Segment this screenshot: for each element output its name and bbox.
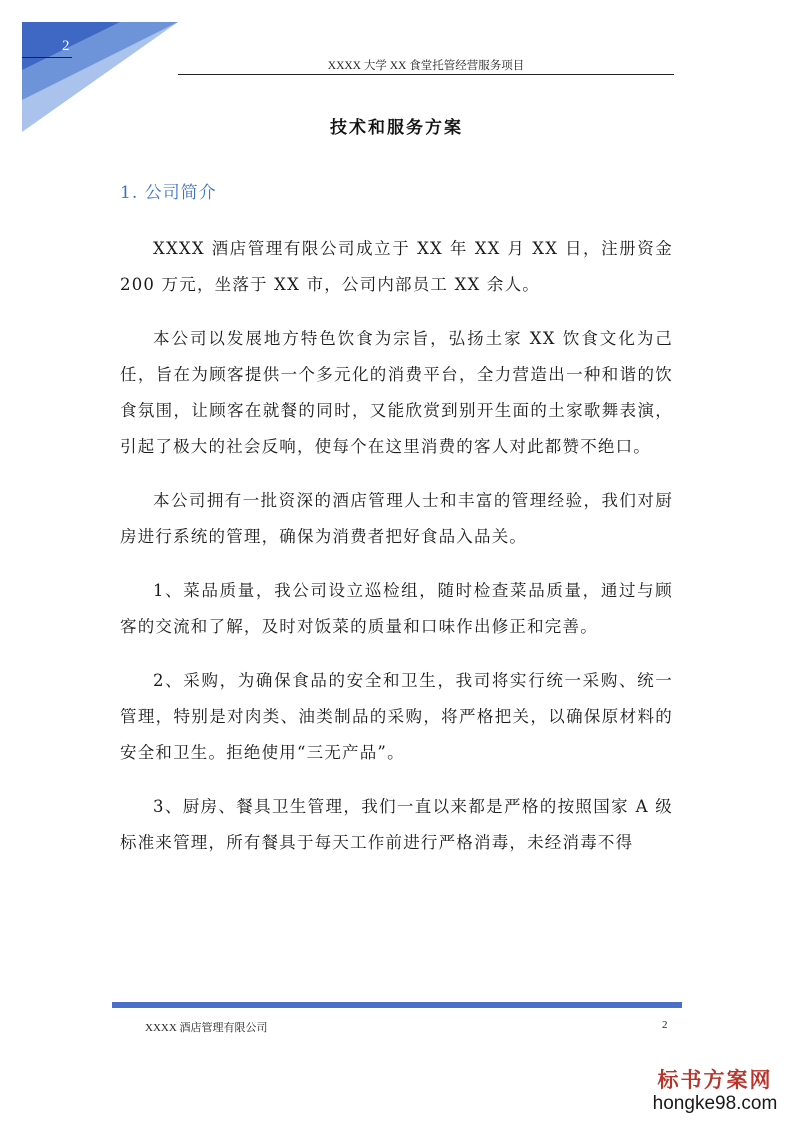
section-heading: 1. 公司简介	[120, 183, 217, 203]
document-body	[120, 231, 673, 879]
header-left-rule	[22, 57, 72, 58]
watermark-cn-text: 标书方案网	[657, 1067, 773, 1092]
paragraph-company-founding: XXXX 酒店管理有限公司成立于 XX 年 XX 月 XX 日，注册资金 200 万元，坐落于 XX 市，公司内部员工 XX 余人。	[120, 239, 673, 294]
paragraph-item-dish-quality: 1、菜品质量，我公司设立巡检组，随时检查菜品质量，通过与顾客的交流和了解，及时对饭菜的质量和口味作出修正和完善。	[120, 581, 673, 636]
header-page-number: 2	[62, 38, 70, 54]
watermark	[640, 1068, 790, 1116]
footer-company-name: XXXX 酒店管理有限公司	[145, 1022, 268, 1034]
paragraph-management-experience: 本公司拥有一批资深的酒店管理人士和丰富的管理经验，我们对厨房进行系统的管理，确保为消费者把好食品入品关。	[120, 491, 673, 546]
footer-bar	[112, 1002, 682, 1008]
header-project-title: XXXX 大学 XX 食堂托管经营服务项目	[327, 60, 525, 72]
document-title: 技术和服务方案	[330, 118, 463, 138]
watermark-en-text: hongke98.com	[652, 1093, 778, 1114]
paragraph-item-hygiene: 3、厨房、餐具卫生管理，我们一直以来都是严格的按照国家 A 级标准来管理，所有餐具于每天工作前进行严格消毒，未经消毒不得	[120, 797, 673, 852]
header-rule	[178, 74, 674, 75]
footer-page-number: 2	[662, 1019, 668, 1031]
paragraph-item-procurement: 2、采购，为确保食品的安全和卫生，我司将实行统一采购、统一管理，特别是对肉类、油类制品的采购，将严格把关，以确保原材料的安全和卫生。拒绝使用“三无产品”。	[120, 671, 673, 762]
paragraph-company-mission: 本公司以发展地方特色饮食为宗旨，弘扬土家 XX 饮食文化为己任，旨在为顾客提供一个多元化的消费平台，全力营造出一种和谐的饮食氛围，让顾客在就餐的同时，又能欣赏到别开生面的土家歌舞表演，引起了极大的社会反响，使每个在这里消费的客人对此都赞不绝口。	[120, 329, 673, 456]
